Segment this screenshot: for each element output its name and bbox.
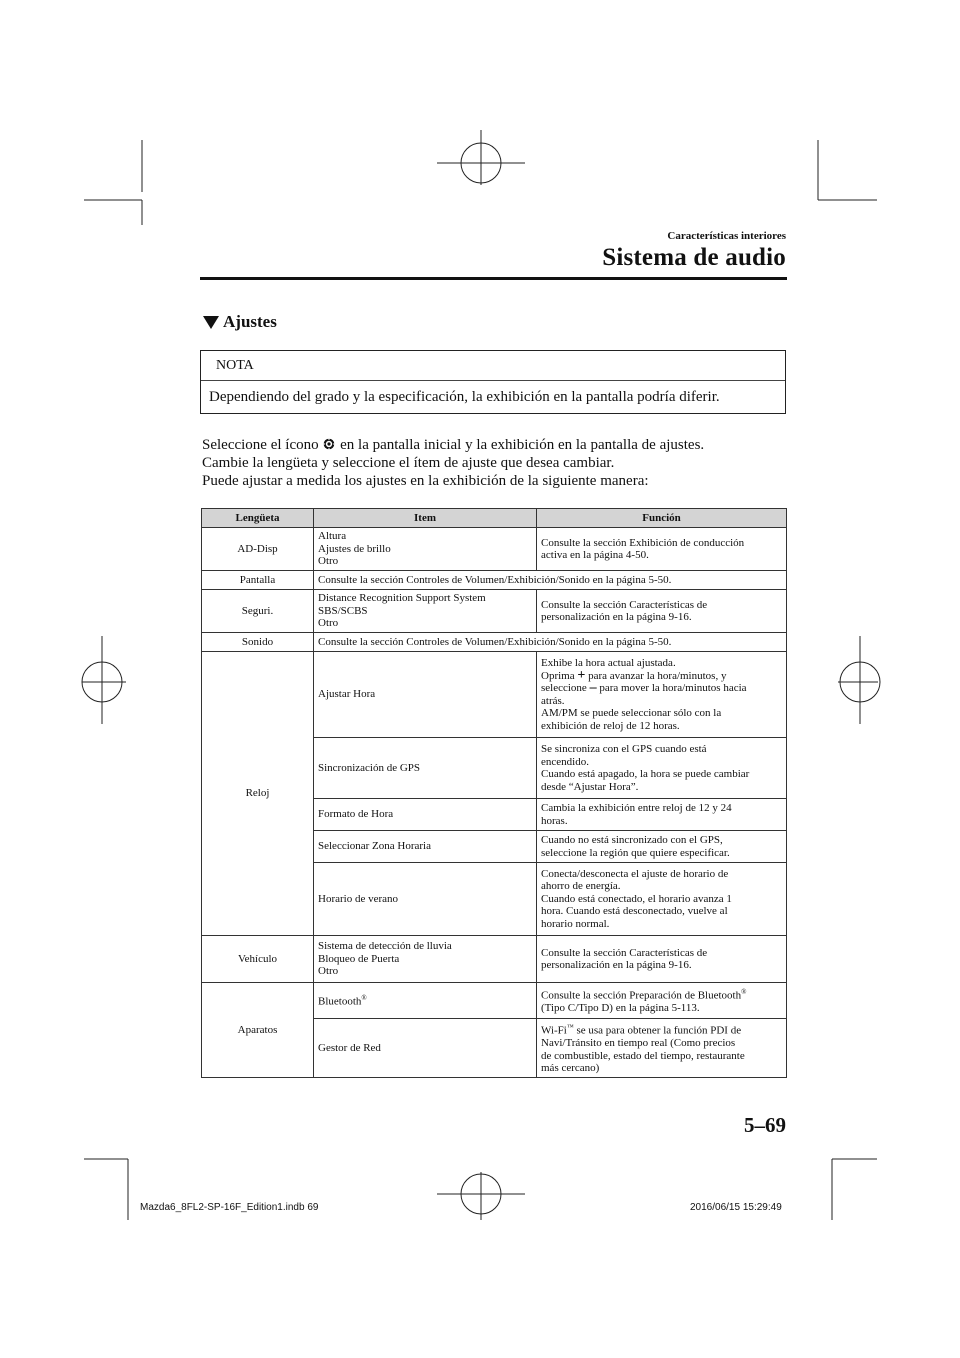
function-line: (Tipo C/Tipo D) en la página 5-113.: [541, 1002, 700, 1015]
function-line: más cercano): [541, 1062, 600, 1075]
table-row: [202, 633, 787, 652]
item-line: SBS/SCBS: [318, 604, 368, 617]
chapter-title: Características interiores: [667, 230, 786, 242]
table-header-row: [202, 509, 787, 528]
item-text: Bluetooth: [318, 996, 362, 1009]
item-cell: [314, 590, 537, 633]
function-line: Cuando no está sincronizado con el GPS,: [541, 834, 723, 846]
item-cell: [314, 936, 537, 983]
function-text: Wi-Fi: [541, 1024, 567, 1037]
function-line: ahorro de energía.: [541, 880, 621, 893]
function-line: activa en la página 4-50.: [541, 549, 649, 561]
function-line: Consulte la sección Exhibición de conducción: [541, 536, 745, 549]
function-line: exhibición de reloj de 12 horas.: [541, 719, 680, 732]
table-row: [202, 590, 787, 633]
function-line: personalización en la página 9-16.: [541, 611, 692, 623]
function-cell: [537, 528, 787, 571]
note-title: NOTA: [201, 351, 785, 381]
function-text: Consulte la sección Preparación de Bluetooth: [541, 989, 742, 1002]
header-lengueta: Lengüeta: [202, 509, 314, 528]
function-line: Cambia la exhibición entre reloj de 12 y 24: [541, 802, 732, 814]
minus-icon: –: [589, 680, 597, 695]
item-cell: Horario de verano: [314, 863, 537, 936]
function-cell: Consulte la sección Controles de Volumen/Exhibición/Sonido en la página 5-50.: [314, 571, 787, 590]
header-item: Item: [314, 509, 537, 528]
trademark-mark: ™: [566, 1023, 574, 1032]
tab-cell: Aparatos: [202, 983, 314, 1078]
function-line: [541, 682, 782, 695]
item-cell: Seleccionar Zona Horaria: [314, 831, 537, 863]
item-line: Otro: [318, 555, 339, 568]
function-text: para mover la hora/minutos hacia: [599, 682, 747, 694]
tab-cell: Seguri.: [202, 590, 314, 633]
plus-icon: +: [577, 667, 586, 683]
tab-cell: Pantalla: [202, 571, 314, 590]
function-cell: Consulte la sección Controles de Volumen/Exhibición/Sonido en la página 5-50.: [314, 633, 787, 652]
registered-mark: ®: [361, 994, 367, 1003]
function-line: de combustible, estado del tiempo, restaurante: [541, 1049, 745, 1062]
item-line: Bloqueo de Puerta: [318, 952, 400, 965]
item-line: Sistema de detección de lluvia: [318, 940, 452, 953]
settings-table: [201, 508, 787, 1078]
item-cell: Formato de Hora: [314, 799, 537, 831]
function-cell: [537, 831, 787, 863]
function-text: seleccione: [541, 682, 587, 694]
function-line: seleccione la región que quiere especificar.: [541, 846, 730, 859]
item-line: Distance Recognition Support System: [318, 592, 486, 605]
function-line: AM/PM se puede seleccionar sólo con la: [541, 707, 722, 719]
function-line: Se sincroniza con el GPS cuando está: [541, 743, 707, 755]
function-text: se usa para obtener la función PDI de: [573, 1024, 742, 1037]
function-line: [541, 1021, 782, 1037]
item-line: Otro: [318, 965, 339, 978]
header-funcion: Función: [537, 509, 787, 528]
item-line: Otro: [318, 617, 339, 630]
function-cell: [537, 652, 787, 738]
function-line: Cuando está apagado, la hora se puede cambiar: [541, 768, 750, 780]
function-text: Oprima: [541, 669, 575, 682]
item-cell: [314, 983, 537, 1019]
table-row: [202, 528, 787, 571]
function-line: horario normal.: [541, 917, 610, 930]
function-line: Conecta/desconecta el ajuste de horario de: [541, 867, 729, 880]
footer-timestamp: 2016/06/15 15:29:49: [690, 1202, 782, 1213]
table-row: [202, 652, 787, 738]
function-cell: [537, 590, 787, 633]
note-text: Dependiendo del grado y la especificación, la exhibición en la pantalla podría diferir.: [209, 389, 720, 405]
item-line: Altura: [318, 530, 347, 543]
table-row: [202, 983, 787, 1019]
intro-line-1-end: en la pantalla inicial y la exhibición en la pantalla de ajustes.: [340, 437, 705, 453]
function-cell: [537, 983, 787, 1019]
footer-filename: Mazda6_8FL2-SP-16F_Edition1.indb 69: [140, 1202, 319, 1213]
function-line: encendido.: [541, 755, 589, 768]
page-number: 5–69: [744, 1113, 786, 1137]
registered-mark: ®: [741, 988, 747, 997]
table-row: [202, 571, 787, 590]
gear-icon: [323, 438, 335, 450]
intro-line-2: Cambie la lengüeta y seleccione el ítem de ajuste que desea cambiar.: [202, 455, 615, 471]
tab-cell: Sonido: [202, 633, 314, 652]
tab-cell: Reloj: [202, 652, 314, 936]
intro-line-3: Puede ajustar a medida los ajustes en la exhibición de la siguiente manera:: [202, 473, 649, 489]
function-line: atrás.: [541, 694, 565, 707]
function-text: para avanzar la hora/minutos, y: [588, 669, 727, 682]
function-line: Consulte la sección Características de: [541, 598, 708, 611]
function-line: [541, 986, 782, 1002]
function-line: Cuando está conectado, el horario avanza 1: [541, 892, 732, 905]
tab-cell: Vehículo: [202, 936, 314, 983]
tab-cell: AD-Disp: [202, 528, 314, 571]
function-line: Navi/Tránsito en tiempo real (Como precios: [541, 1037, 736, 1050]
item-line: Ajustes de brillo: [318, 542, 391, 555]
function-line: [541, 667, 782, 683]
function-cell: [537, 936, 787, 983]
item-cell: Gestor de Red: [314, 1019, 537, 1078]
table-row: [202, 936, 787, 983]
function-line: personalización en la página 9-16.: [541, 959, 692, 971]
item-cell: Sincronización de GPS: [314, 738, 537, 799]
intro-line-1: [202, 436, 802, 454]
item-cell: Ajustar Hora: [314, 652, 537, 738]
header-rule: [200, 277, 787, 280]
function-cell: [537, 799, 787, 831]
section-header: Sistema de audio: [602, 244, 786, 271]
function-line: Consulte la sección Características de: [541, 946, 708, 959]
item-cell: [314, 528, 537, 571]
section-title-text: Ajustes: [223, 312, 277, 331]
function-line: desde “Ajustar Hora”.: [541, 780, 639, 793]
function-cell: [537, 1019, 787, 1078]
function-line: hora. Cuando está desconectado, vuelve al: [541, 905, 728, 918]
intro-paragraph: [202, 436, 802, 490]
note-box: [200, 350, 786, 414]
function-cell: [537, 863, 787, 936]
section-title: [203, 312, 277, 332]
function-cell: [537, 738, 787, 799]
function-line: Exhibe la hora actual ajustada.: [541, 657, 676, 669]
triangle-bullet-icon: [203, 316, 219, 329]
function-line: horas.: [541, 814, 568, 827]
intro-line-1-start: Seleccione el ícono: [202, 437, 319, 453]
